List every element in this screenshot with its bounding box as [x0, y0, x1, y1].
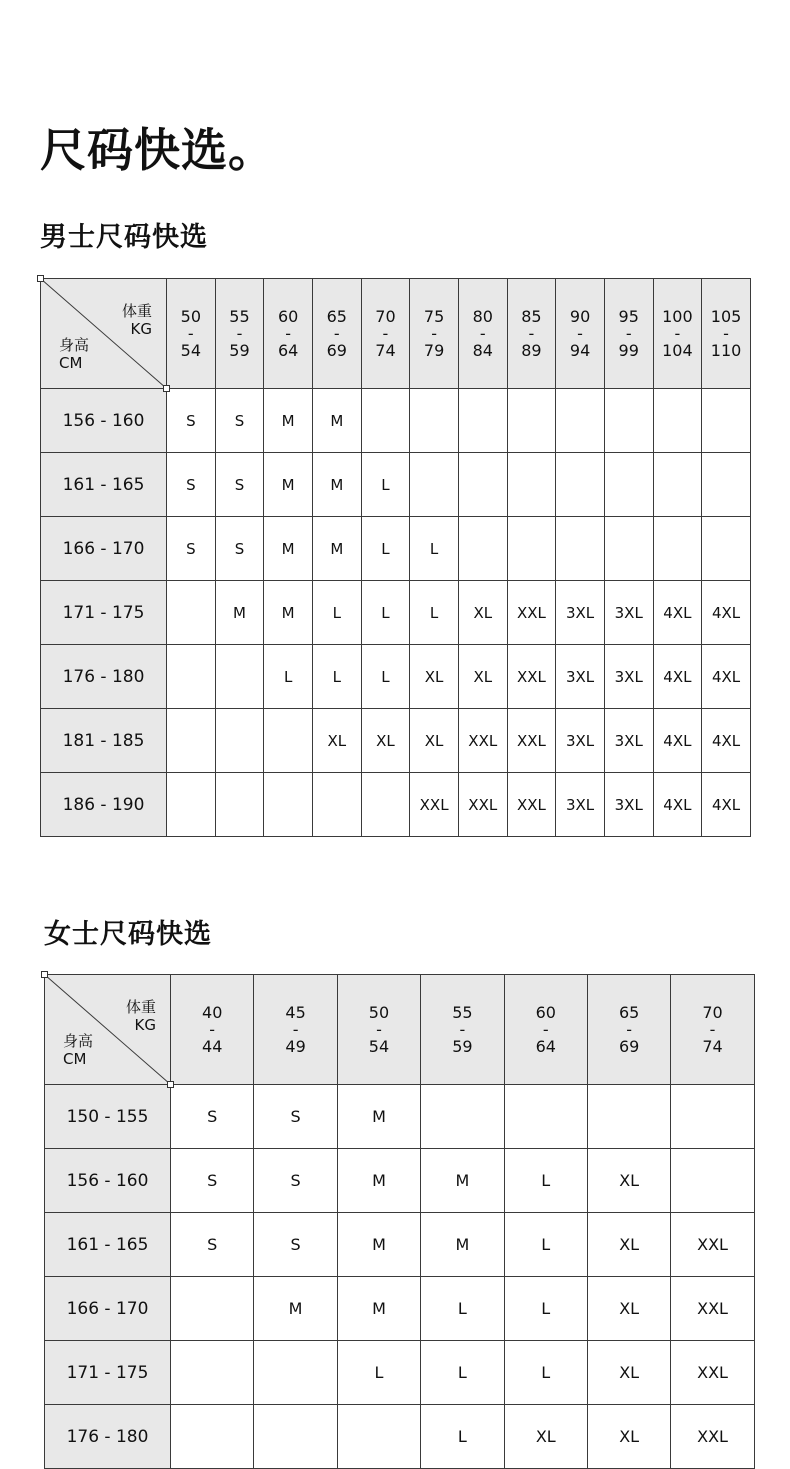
size-cell [264, 709, 313, 773]
weight-range-max: 94 [569, 340, 591, 360]
weight-range-dash: - [542, 1019, 549, 1039]
size-cell: 4XL [653, 581, 702, 645]
weight-range-min: 65 [618, 1002, 640, 1022]
size-cell [215, 773, 264, 837]
size-cell: S [171, 1213, 254, 1277]
height-range-label: 186 - 190 [41, 773, 167, 837]
size-cell [671, 1149, 754, 1213]
size-cell [264, 773, 313, 837]
size-cell: M [337, 1213, 420, 1277]
resize-handle-bottom-right [167, 1081, 174, 1088]
weight-range-max: 79 [423, 340, 445, 360]
weight-range-header [254, 975, 337, 1085]
size-cell: L [504, 1149, 587, 1213]
size-cell: L [264, 645, 313, 709]
table-row [41, 453, 751, 517]
size-cell: 3XL [604, 645, 653, 709]
size-cell: 3XL [604, 581, 653, 645]
size-cell: L [504, 1277, 587, 1341]
size-cell: M [264, 517, 313, 581]
weight-range-max: 54 [180, 340, 201, 360]
weight-range-header [604, 279, 653, 389]
header-row [41, 279, 751, 389]
size-cell [254, 1405, 337, 1469]
size-cell: XL [587, 1213, 670, 1277]
size-cell: XL [587, 1341, 670, 1405]
weight-range-dash: - [292, 1019, 299, 1039]
table-row [45, 1085, 755, 1149]
men-table-header [41, 279, 751, 389]
weight-range-header [337, 975, 420, 1085]
size-cell: S [215, 453, 264, 517]
height-range-label: 156 - 160 [41, 389, 167, 453]
weight-range-dash: - [459, 1019, 466, 1039]
men-size-table [40, 278, 751, 837]
weight-range-min: 60 [277, 306, 299, 326]
size-cell [504, 1085, 587, 1149]
weight-range-dash: - [709, 1019, 716, 1039]
size-cell [167, 773, 216, 837]
size-cell: XL [361, 709, 410, 773]
weight-range-min: 70 [375, 306, 396, 326]
weight-unit: KG [130, 320, 152, 338]
size-cell: M [312, 453, 361, 517]
weight-range [521, 308, 541, 359]
weight-range-header [504, 975, 587, 1085]
size-cell [604, 389, 653, 453]
size-cell [653, 517, 702, 581]
weight-range-min: 100 [662, 306, 693, 326]
resize-handle-top-left [37, 275, 44, 282]
table-row [41, 709, 751, 773]
size-cell: M [337, 1149, 420, 1213]
men-section-title: 男士尺码快选 [40, 222, 208, 253]
size-cell [653, 453, 702, 517]
size-cell [653, 389, 702, 453]
height-range-label: 181 - 185 [41, 709, 167, 773]
weight-range [375, 308, 395, 359]
size-cell: XL [504, 1405, 587, 1469]
weight-range-dash: - [674, 323, 681, 343]
size-cell: XXL [507, 773, 556, 837]
height-unit: CM [59, 354, 83, 372]
size-cell [167, 581, 216, 645]
size-cell: L [361, 581, 410, 645]
size-cell: 4XL [653, 645, 702, 709]
size-cell: XXL [507, 581, 556, 645]
weight-range-dash: - [285, 323, 292, 343]
size-cell: 4XL [653, 709, 702, 773]
weight-range-dash: - [626, 1019, 633, 1039]
size-cell: XL [410, 645, 459, 709]
men-size-table-wrapper [40, 278, 750, 837]
size-cell: S [167, 389, 216, 453]
weight-range-min: 85 [521, 306, 542, 326]
size-cell: S [171, 1085, 254, 1149]
weight-range-dash: - [209, 1019, 216, 1039]
size-cell [215, 709, 264, 773]
height-axis-label [59, 336, 89, 372]
size-cell: XXL [410, 773, 459, 837]
weight-range [619, 308, 639, 359]
weight-range-dash: - [723, 323, 729, 343]
size-cell: M [264, 389, 313, 453]
size-cell [587, 1085, 670, 1149]
size-cell: XXL [458, 773, 507, 837]
height-range-label: 176 - 180 [45, 1405, 171, 1469]
women-size-table-wrapper [44, 974, 754, 1469]
weight-range-min: 45 [285, 1002, 306, 1022]
women-table-body [45, 1085, 755, 1469]
size-cell: 3XL [556, 645, 605, 709]
corner-cell [45, 975, 171, 1085]
size-cell: L [361, 517, 410, 581]
weight-range [570, 308, 590, 359]
weight-range-dash: - [382, 323, 389, 343]
weight-range-header [671, 975, 754, 1085]
weight-range-min: 105 [710, 306, 742, 326]
weight-range [229, 308, 249, 359]
weight-range [452, 1004, 472, 1055]
weight-range-header [215, 279, 264, 389]
weight-range-min: 55 [229, 306, 250, 326]
weight-range-max: 104 [662, 340, 693, 360]
size-cell [167, 645, 216, 709]
size-cell: XXL [671, 1405, 754, 1469]
weight-range-min: 60 [535, 1002, 556, 1022]
weight-range-header [653, 279, 702, 389]
size-cell: M [312, 517, 361, 581]
weight-range-header [167, 279, 216, 389]
weight-range-header [507, 279, 556, 389]
weight-range-dash: - [431, 323, 437, 343]
size-cell: L [410, 581, 459, 645]
size-cell [507, 517, 556, 581]
weight-range-max: 74 [702, 1036, 723, 1056]
weight-range [536, 1004, 556, 1055]
size-cell: 3XL [604, 709, 653, 773]
weight-range-max: 99 [618, 340, 639, 360]
size-cell: XXL [458, 709, 507, 773]
size-cell: S [254, 1213, 337, 1277]
size-cell: 4XL [702, 709, 751, 773]
weight-range-max: 89 [521, 340, 542, 360]
weight-range-header [421, 975, 504, 1085]
table-row [41, 773, 751, 837]
size-cell: XXL [671, 1213, 754, 1277]
weight-range-header [458, 279, 507, 389]
size-cell [702, 453, 751, 517]
height-range-label: 150 - 155 [45, 1085, 171, 1149]
table-row [45, 1341, 755, 1405]
women-table-header [45, 975, 755, 1085]
size-cell: M [337, 1277, 420, 1341]
weight-range-dash: - [479, 323, 486, 343]
height-label: 身高 [63, 1032, 94, 1050]
weight-range-max: 64 [277, 340, 299, 360]
size-cell [458, 453, 507, 517]
size-cell: L [312, 645, 361, 709]
height-axis-label [63, 1032, 93, 1068]
size-cell: XXL [671, 1341, 754, 1405]
weight-range [662, 308, 693, 359]
weight-range [181, 308, 201, 359]
size-cell [312, 773, 361, 837]
size-cell: 3XL [556, 581, 605, 645]
weight-range-min: 65 [326, 306, 347, 326]
height-unit: CM [63, 1050, 87, 1068]
height-label: 身高 [59, 336, 90, 354]
size-cell [702, 517, 751, 581]
size-cell: L [361, 645, 410, 709]
weight-range [702, 1004, 722, 1055]
weight-unit: KG [134, 1016, 156, 1034]
table-row [45, 1149, 755, 1213]
table-row [41, 581, 751, 645]
resize-handle-top-left [41, 971, 48, 978]
weight-range [278, 308, 298, 359]
size-cell: 4XL [702, 581, 751, 645]
table-row [45, 1277, 755, 1341]
size-cell [458, 389, 507, 453]
weight-range-min: 90 [569, 306, 591, 326]
size-cell: L [410, 517, 459, 581]
height-range-label: 161 - 165 [41, 453, 167, 517]
weight-range-max: 74 [375, 340, 396, 360]
weight-range-header [264, 279, 313, 389]
height-range-label: 171 - 175 [41, 581, 167, 645]
height-range-label: 176 - 180 [41, 645, 167, 709]
size-cell [604, 517, 653, 581]
weight-range-max: 59 [229, 340, 250, 360]
size-cell [507, 453, 556, 517]
size-cell: XXL [507, 709, 556, 773]
size-cell: 3XL [556, 709, 605, 773]
size-cell: 4XL [702, 645, 751, 709]
header-row [45, 975, 755, 1085]
weight-range-header [410, 279, 459, 389]
size-cell: XXL [507, 645, 556, 709]
size-cell: XL [587, 1405, 670, 1469]
weight-range-header [361, 279, 410, 389]
size-cell: M [337, 1085, 420, 1149]
size-cell [604, 453, 653, 517]
size-cell [671, 1085, 754, 1149]
table-row [45, 1405, 755, 1469]
size-cell [556, 517, 605, 581]
weight-range-dash: - [577, 323, 583, 343]
weight-range-header [587, 975, 670, 1085]
size-cell: XL [458, 581, 507, 645]
weight-range-min: 50 [368, 1002, 390, 1022]
women-size-table [44, 974, 755, 1469]
size-cell: 4XL [702, 773, 751, 837]
men-table-body [41, 389, 751, 837]
size-cell [254, 1341, 337, 1405]
size-cell [361, 389, 410, 453]
size-cell: XL [587, 1149, 670, 1213]
women-section-title: 女士尺码快选 [44, 919, 212, 950]
size-cell [702, 389, 751, 453]
height-range-label: 166 - 170 [45, 1277, 171, 1341]
size-cell: 3XL [604, 773, 653, 837]
weight-range-header [312, 279, 361, 389]
weight-range [619, 1004, 639, 1055]
table-row [41, 645, 751, 709]
size-cell: M [421, 1149, 504, 1213]
size-cell [171, 1341, 254, 1405]
weight-range-max: 110 [710, 340, 742, 360]
weight-range-min: 95 [618, 306, 639, 326]
weight-range-header [556, 279, 605, 389]
height-range-label: 171 - 175 [45, 1341, 171, 1405]
size-cell: S [215, 517, 264, 581]
weight-axis-label [122, 302, 152, 338]
size-cell: XL [312, 709, 361, 773]
weight-range-dash: - [376, 1019, 382, 1039]
weight-range-min: 55 [452, 1002, 473, 1022]
resize-handle-bottom-right [163, 385, 170, 392]
size-cell: S [167, 517, 216, 581]
size-cell [410, 453, 459, 517]
size-cell [337, 1405, 420, 1469]
height-range-label: 156 - 160 [45, 1149, 171, 1213]
size-cell: M [215, 581, 264, 645]
weight-range [285, 1004, 305, 1055]
size-cell: L [421, 1341, 504, 1405]
table-row [41, 389, 751, 453]
size-cell [410, 389, 459, 453]
size-cell: L [421, 1405, 504, 1469]
size-cell: L [504, 1341, 587, 1405]
weight-range [327, 308, 347, 359]
size-cell [507, 389, 556, 453]
weight-range-dash: - [625, 323, 632, 343]
weight-range-dash: - [528, 323, 535, 343]
size-cell [556, 453, 605, 517]
size-cell: L [361, 453, 410, 517]
size-cell: 4XL [653, 773, 702, 837]
weight-range-header [702, 279, 751, 389]
weight-label: 体重 [125, 998, 156, 1016]
corner-cell [41, 279, 167, 389]
weight-range-max: 84 [472, 340, 493, 360]
weight-range-min: 50 [180, 306, 201, 326]
table-row [45, 1213, 755, 1277]
weight-range-min: 80 [472, 306, 493, 326]
weight-range-max: 54 [368, 1036, 390, 1056]
size-cell: XL [410, 709, 459, 773]
size-cell: L [337, 1341, 420, 1405]
weight-range-max: 49 [285, 1036, 306, 1056]
size-cell [361, 773, 410, 837]
size-cell [421, 1085, 504, 1149]
weight-range [424, 308, 444, 359]
size-cell: XXL [671, 1277, 754, 1341]
size-cell: S [254, 1085, 337, 1149]
weight-range-min: 40 [202, 1002, 223, 1022]
weight-range-dash: - [333, 323, 340, 343]
size-cell [171, 1405, 254, 1469]
weight-label: 体重 [121, 302, 152, 320]
weight-range [202, 1004, 222, 1055]
weight-range [369, 1004, 389, 1055]
size-cell: L [504, 1213, 587, 1277]
height-range-label: 166 - 170 [41, 517, 167, 581]
weight-range [473, 308, 493, 359]
size-cell: M [264, 453, 313, 517]
height-range-label: 161 - 165 [45, 1213, 171, 1277]
size-cell: S [215, 389, 264, 453]
weight-range-min: 75 [423, 306, 445, 326]
size-cell [556, 389, 605, 453]
weight-range-min: 70 [702, 1002, 723, 1022]
weight-range-max: 69 [618, 1036, 640, 1056]
weight-range-max: 69 [326, 340, 347, 360]
size-cell: L [312, 581, 361, 645]
weight-axis-label [126, 998, 156, 1034]
table-row [41, 517, 751, 581]
size-cell: 3XL [556, 773, 605, 837]
weight-range-dash: - [187, 323, 194, 343]
size-cell: L [421, 1277, 504, 1341]
size-cell: M [254, 1277, 337, 1341]
size-cell [167, 709, 216, 773]
weight-range-header [171, 975, 254, 1085]
weight-range-max: 59 [452, 1036, 473, 1056]
size-cell: S [171, 1149, 254, 1213]
size-cell: XL [587, 1277, 670, 1341]
size-cell: S [167, 453, 216, 517]
weight-range-max: 44 [202, 1036, 223, 1056]
weight-range-dash: - [236, 323, 243, 343]
size-cell: M [264, 581, 313, 645]
page-title: 尺码快选。 [40, 123, 275, 177]
size-cell: XL [458, 645, 507, 709]
size-cell [171, 1277, 254, 1341]
weight-range-max: 64 [535, 1036, 556, 1056]
weight-range [711, 308, 742, 359]
size-cell [458, 517, 507, 581]
size-cell: S [254, 1149, 337, 1213]
size-cell [215, 645, 264, 709]
size-cell: M [421, 1213, 504, 1277]
size-cell: M [312, 389, 361, 453]
